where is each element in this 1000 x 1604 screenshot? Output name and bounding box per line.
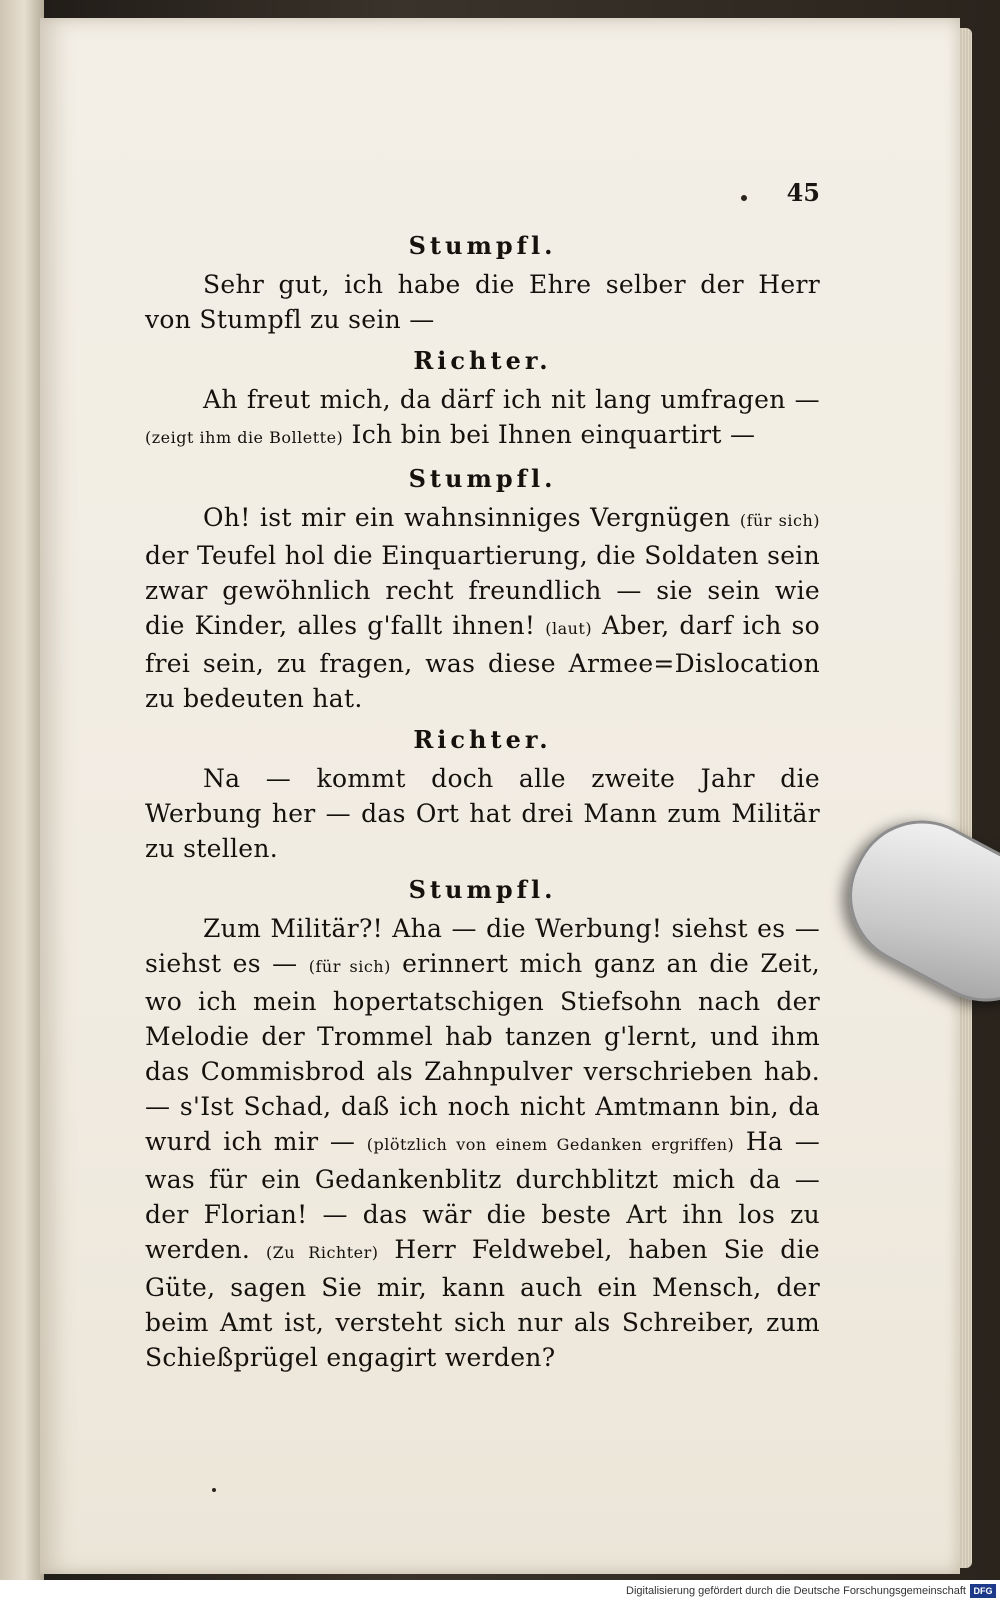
dialogue-paragraph	[145, 382, 820, 455]
speaker-heading: Stumpfl.	[408, 231, 557, 260]
speaker-heading: Richter.	[413, 725, 552, 754]
speaker-heading: Stumpfl.	[408, 464, 557, 493]
dialogue-paragraph	[145, 267, 820, 337]
dialogue-text: Na — kommt doch alle zweite Jahr die Werbung her — das Ort hat drei Mann zum Militär zu stellen.	[145, 764, 820, 863]
speaker-heading: Stumpfl.	[408, 875, 557, 904]
dialogue-text: der Teufel hol die Einquartierung, die Soldaten sein zwar gewöhnlich recht freundlich — sie sein wie die Kinder, alles g'fallt ihnen!	[145, 541, 820, 640]
stage-direction: (zeigt ihm die Bollette)	[145, 428, 344, 447]
dialogue-text: Zum Militär?! Aha — die Werbung! siehst es — siehst es —	[145, 914, 820, 978]
dialogue-text: Ah freut mich, da därf ich nit lang umfragen —	[203, 385, 820, 414]
dialogue-text: Sehr gut, ich habe die Ehre selber der Herr von Stumpfl zu sein —	[145, 270, 820, 334]
dialogue-text: Oh! ist mir ein wahnsinniges Vergnügen	[203, 503, 740, 532]
stage-direction: (laut)	[545, 619, 593, 638]
dialogue-paragraph	[145, 500, 820, 716]
dfg-logo: DFG	[970, 1584, 996, 1598]
stage-direction: (für sich)	[739, 511, 820, 530]
dialogue-text: Ich bin bei Ihnen einquartirt —	[343, 420, 756, 449]
page-number: 45	[786, 178, 820, 207]
dialogue-text: Ha — was für ein Gedankenblitz durchblitzt mich da — der Florian! — das wär die beste Art ihn los zu werden.	[145, 1127, 820, 1264]
dialogue-text: Aber, darf ich so frei sein, zu fragen, was diese Armee=Dislocation zu bedeuten hat.	[145, 611, 821, 713]
facing-page-edge	[0, 0, 44, 1580]
ink-speck	[212, 1488, 216, 1492]
dialogue-paragraph	[145, 911, 820, 1375]
ink-speck	[741, 195, 747, 201]
dialogue-paragraph	[145, 761, 820, 866]
speaker-heading: Richter.	[413, 346, 552, 375]
stage-direction: (plötzlich von einem Gedanken ergriffen)	[366, 1135, 735, 1154]
dialogue-text: Herr Feldwebel, haben Sie die Güte, sagen Sie mir, kann auch ein Mensch, der beim Amt ist, versteht sich nur als Schreiber, zum Schießprügel engagirt werden?	[145, 1235, 821, 1372]
stage-direction: (Zu Richter)	[265, 1243, 379, 1262]
footer-credit: Digitalisierung gefördert durch die Deutsche Forschungsgemeinschaft	[626, 1585, 966, 1597]
main-text	[145, 222, 820, 1379]
dialogue-text: erinnert mich ganz an die Zeit, wo ich mein hopertatschigen Stiefsohn nach der Melodie der Trommel hab tanzen g'lernt, und ihm das Commisbrod als Zahnpulver verschrieben hab. — s'Ist Schad, daß ich noch nicht Amtmann bin, da wurd ich mir —	[145, 949, 820, 1156]
stage-direction: (für sich)	[308, 957, 391, 976]
